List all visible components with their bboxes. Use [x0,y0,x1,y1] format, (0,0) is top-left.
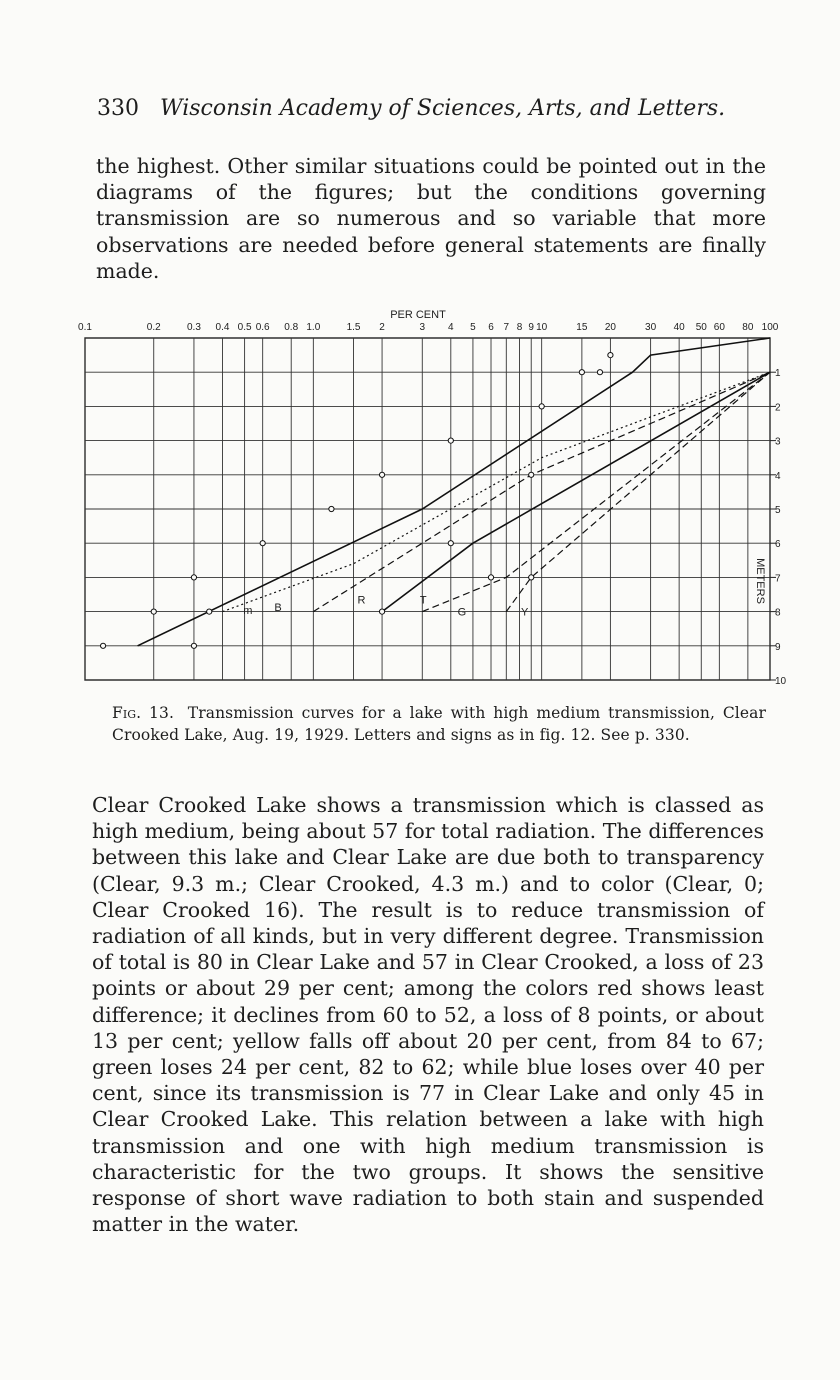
x-tick-label: 0.5 [237,322,252,333]
x-tick-label: 0.3 [186,322,201,333]
observation-point [191,575,196,580]
y-tick-label: 4 [775,470,781,482]
x-tick-label: 0.8 [284,322,299,333]
series-label-T: T [419,594,427,607]
y-tick-label: 1 [775,368,781,380]
series-label-m: m [243,604,253,617]
y-tick-label: 9 [775,641,781,653]
y-tick-label: 10 [775,676,787,687]
series-label-R: R [357,594,366,607]
series-line-B [223,372,771,611]
observation-point [448,438,453,443]
x-tick-label: 7 [503,322,510,333]
series-label-Y: Y [521,606,529,619]
figure-label: Fig. 13. [112,704,174,722]
observation-point [151,609,156,614]
x-tick-label: 40 [673,322,685,333]
y-tick-labels [775,368,787,687]
chart-grid [85,338,776,680]
y-tick-label: 5 [775,505,781,516]
x-tick-labels [78,322,779,333]
observation-point [329,506,334,511]
x-tick-label: 0.1 [78,322,92,333]
series-label-B: B [274,601,282,614]
observation-point [260,541,265,546]
caption-text: Transmission curves for a lake with high medium transmission, Clear Crooked Lake, Aug. 19, 1929. Letters and signs as in fig. 12. See p. 330. [112,704,766,744]
x-tick-label: 100 [761,322,779,333]
x-tick-label: 1.0 [306,322,321,333]
x-tick-label: 50 [695,322,707,333]
y-tick-label: 2 [775,402,781,414]
x-tick-label: 3 [419,322,426,333]
page-number: 330 [97,96,139,121]
x-tick-label: 8 [516,322,523,333]
x-tick-label: 9 [528,322,534,333]
transmission-chart [0,296,840,696]
observation-point [207,609,212,614]
observation-point [488,575,493,580]
observation-point [191,643,196,648]
chart-series [138,338,770,646]
x-tick-label: 6 [488,322,494,333]
series-line-G [419,372,770,611]
series-line-Y [506,372,770,611]
observation-point [379,472,384,477]
x-tick-label: 15 [576,322,588,333]
journal-title: Wisconsin Academy of Sciences, Arts, and Letters. [160,96,726,121]
observation-point [529,575,534,580]
x-tick-label: 80 [742,322,754,333]
observation-point [379,609,384,614]
y-tick-label: 3 [775,436,781,448]
x-tick-label: 60 [713,322,725,333]
x-tick-label: 30 [645,322,657,333]
observation-point [597,370,602,375]
observation-point [539,404,544,409]
y-tick-label: 8 [775,607,781,619]
x-tick-label: 2 [379,322,385,333]
x-tick-label: 0.4 [215,322,230,333]
x-tick-label: 0.2 [146,322,161,333]
running-header [97,96,777,121]
observation-point [100,643,105,648]
observation-point [608,353,613,358]
x-tick-label: 0.6 [255,322,270,333]
paragraph-top: the highest. Other similar situations could be pointed out in the diagrams of the figures; but the conditions governing transmission are so numerous and so variable that more observations are needed before general statements are finally made. [96,154,766,283]
observation-point [529,472,534,477]
x-tick-label: 20 [604,322,616,333]
series-label-G: G [457,606,467,619]
x-tick-label: 10 [536,322,548,333]
x-tick-label: 1.5 [346,322,361,333]
x-axis-label: PER CENT [390,309,446,321]
x-tick-label: 5 [470,322,476,333]
x-tick-label: 4 [448,322,454,333]
observation-point [579,370,584,375]
y-axis-label: METERS [754,558,766,604]
observation-point [448,541,453,546]
paragraph-main: Clear Crooked Lake shows a transmission which is classed as high medium, being about 57 for total radiation. The differences between this lake and Clear Lake are due both to transparency (Clear, 9.3 m.; Clear Crooked, 4.3 m.) and to color (Clear, 0; Clear Crooked 16). The result is to reduce transmission of radiation of all kinds, but in very different degree. Transmission of total is 80 in Clear Lake and 57 in Clear Crooked, a loss of 23 points or about 29 per cent; among the colors red shows least difference; it declines from 60 to 52, a loss of 8 points, or about 13 per cent; yellow falls off about 20 per cent, from 84 to 67; green loses 24 per cent, 82 to 62; while blue loses over 40 per cent, since its transmission is 77 in Clear Lake and only 45 in Clear Crooked Lake. This relation between a lake with high transmission and one with high medium transmission is characteristic for the two groups. It shows the sensitive response of short wave radiation to both stain and suspended matter in the water. [92,793,764,1237]
figure-caption [112,702,766,746]
series-line-m [138,338,770,646]
y-tick-label: 7 [775,573,781,585]
y-tick-label: 6 [775,539,781,551]
